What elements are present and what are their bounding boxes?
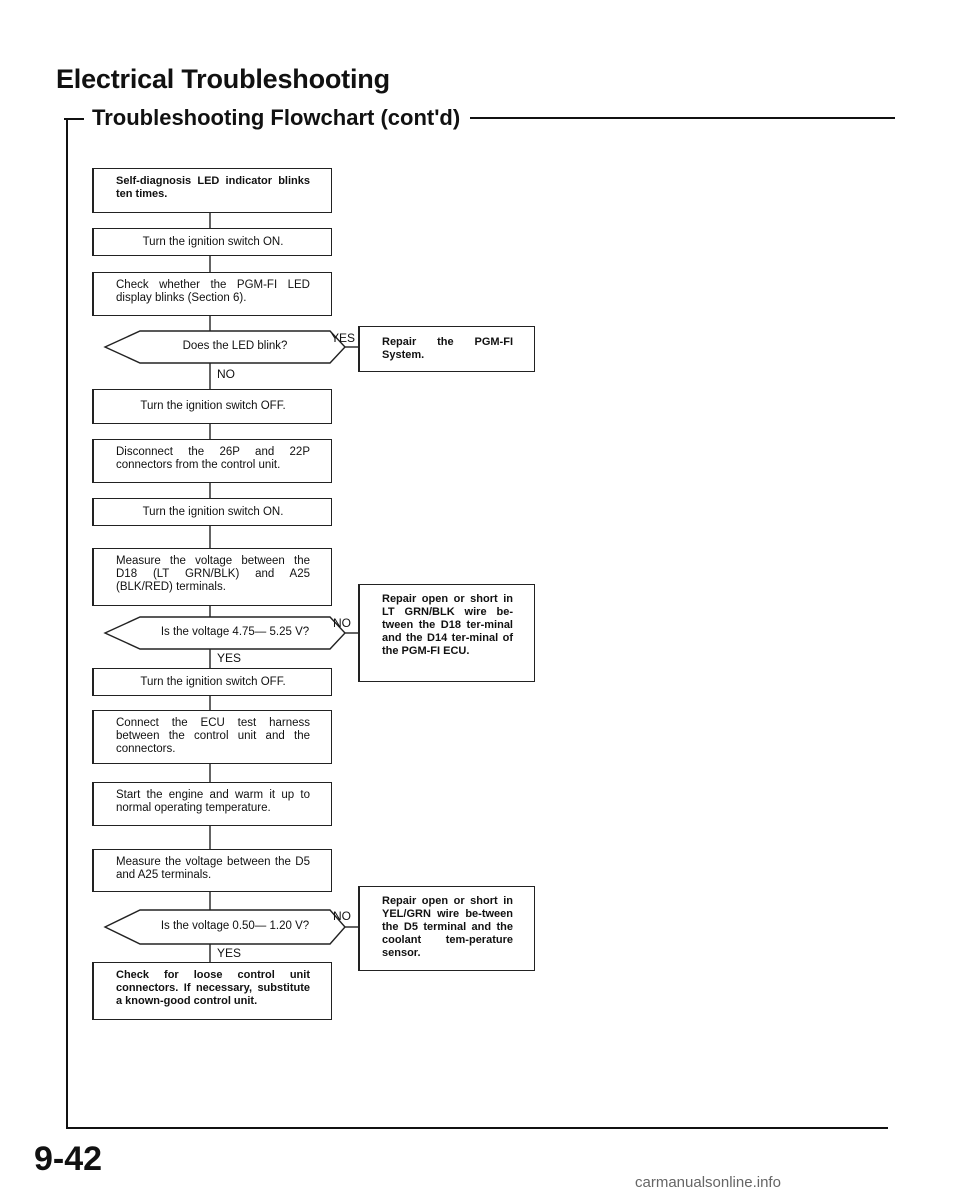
- step-check-connectors: [92, 962, 332, 1020]
- step-ignition-on-1: [92, 228, 332, 256]
- yes-label-d1: YES: [331, 331, 356, 345]
- step-measure-d5: [92, 849, 332, 892]
- step-ignition-off-1-text: Turn the ignition switch OFF.: [140, 400, 286, 412]
- no-label-d1: NO: [217, 367, 235, 381]
- result-repair-pgm-fi-text: Repair the PGM-FI System.: [382, 336, 513, 361]
- yes-label-d2: YES: [217, 651, 242, 665]
- step-check-led: [92, 272, 332, 316]
- step-warm-engine-text: Start the engine and warm it up to normal operating temperature.: [116, 789, 310, 814]
- result-repair-lt-grn-blk-text: Repair open or short in LT GRN/BLK wire be-tween the D18 ter-minal and the D14 ter-minal of the PGM-FI ECU.: [382, 593, 513, 657]
- step-measure-d18: [92, 548, 332, 606]
- step-ignition-off-1: [92, 389, 332, 424]
- page-number: 9-42: [34, 1140, 103, 1178]
- step-ignition-on-2-text: Turn the ignition switch ON.: [142, 505, 284, 518]
- result-repair-yel-grn: [358, 886, 535, 971]
- no-label-d3: NO: [333, 909, 351, 923]
- step-disconnect: [92, 439, 332, 483]
- decision-2-text: Is the voltage 4.75— 5.25 V?: [160, 626, 310, 638]
- decision-1-text: Does the LED blink?: [182, 340, 288, 352]
- step-ignition-off-2-text: Turn the ignition switch OFF.: [140, 675, 286, 688]
- no-label-d2: NO: [333, 616, 351, 630]
- decision-3-text: Is the voltage 0.50— 1.20 V?: [160, 920, 310, 932]
- step-measure-d18-text: Measure the voltage between the D18 (LT GRN/BLK) and A25 (BLK/RED) terminals.: [116, 555, 310, 593]
- step-warm-engine: [92, 782, 332, 826]
- step-connect-harness: [92, 710, 332, 764]
- yes-label-d3: YES: [217, 946, 242, 960]
- step-self-diagnosis-text: Self-diagnosis LED indicator blinks ten times.: [116, 175, 310, 200]
- step-ignition-on-2: [92, 498, 332, 526]
- step-measure-d5-text: Measure the voltage between the D5 and A25 terminals.: [116, 856, 310, 881]
- page-title: Electrical Troubleshooting: [56, 64, 390, 94]
- result-repair-pgm-fi: [358, 326, 535, 372]
- section-subtitle: Troubleshooting Flowchart (cont'd): [92, 105, 461, 130]
- step-connect-harness-text: Connect the ECU test harness between the control unit and the connectors.: [116, 717, 310, 755]
- result-repair-lt-grn-blk: [358, 584, 535, 682]
- step-check-connectors-text: Check for loose control unit connectors. If necessary, substitute a known-good control unit.: [116, 969, 310, 1007]
- step-disconnect-text: Disconnect the 26P and 22P connectors from the control unit.: [116, 446, 310, 471]
- result-repair-yel-grn-text: Repair open or short in YEL/GRN wire be-tween the D5 terminal and the coolant tem-perature sensor.: [382, 895, 513, 959]
- step-ignition-on-1-text: Turn the ignition switch ON.: [142, 235, 284, 248]
- step-check-led-text: Check whether the PGM-FI LED display blinks (Section 6).: [116, 279, 310, 304]
- watermark: carmanualsonline.info: [635, 1174, 781, 1191]
- step-self-diagnosis: [92, 168, 332, 213]
- step-ignition-off-2: [92, 668, 332, 696]
